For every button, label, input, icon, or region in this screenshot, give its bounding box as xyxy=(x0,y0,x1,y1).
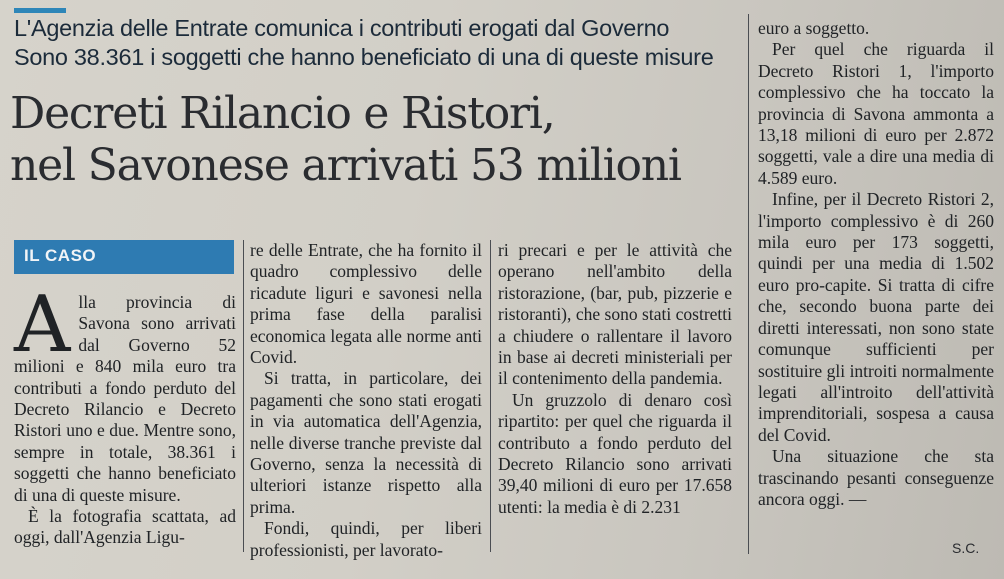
kicker-line-1: L'Agenzia delle Entrate comunica i contributi erogati dal Governo xyxy=(14,15,670,41)
article-column-4 xyxy=(758,18,994,510)
paragraph xyxy=(14,280,236,506)
article-column-1 xyxy=(14,280,236,549)
paragraph: Fondi, quindi, per liberi professionisti, per lavorato- xyxy=(250,518,482,560)
paragraph: euro a soggetto. xyxy=(758,18,870,38)
paragraph: Un gruzzolo di denaro così ripartito: per quel che riguarda il contributo a fondo perduto del Decreto Rilancio sono arrivati 39,40 milioni di euro per 17.658 utenti: la media è di 2.231 xyxy=(498,389,732,517)
paragraph: ri precari e per le attività che operano nell'ambito della ristorazione, (bar, pub, pizzerie e ristoranti), che sono stati costretti a chiudere o rallentare il lavoro in base ai decreti ministeriali per il contenimento della pandemia. xyxy=(498,240,732,389)
paragraph: Si tratta, in particolare, dei pagamenti che sono stati erogati in via automatica dell'Agenzia, nelle diverse tranche previste dal Governo, senza la necessità di ulteriori istanze rispetto alla prima. xyxy=(250,368,482,517)
article-column-2 xyxy=(250,240,482,561)
kicker-accent-bar xyxy=(14,8,66,13)
paragraph: Per quel che riguarda il Decreto Ristori 1, l'importo complessivo che ha toccato la provincia di Savona ammonta a 13,18 milioni di euro per 2.872 soggetti, vale a dire una media di 4.589 euro. xyxy=(758,39,994,188)
section-label: IL CASO xyxy=(24,246,97,265)
headline xyxy=(10,88,745,192)
paragraph: È la fotografia scattata, ad oggi, dall'Agenzia Ligu- xyxy=(14,506,236,548)
headline-line-2: nel Savonese arrivati 53 milioni xyxy=(10,140,681,191)
kicker xyxy=(14,14,734,72)
drop-cap: A xyxy=(14,280,71,370)
author-signature: S.C. xyxy=(952,540,980,556)
article-column-3 xyxy=(498,240,732,518)
column-rule xyxy=(490,240,491,552)
column-rule xyxy=(748,14,749,554)
column-rule xyxy=(243,240,244,552)
paragraph-text: lla provincia di Savona sono arrivati dal Governo 52 milioni e 840 mila euro tra contributi a fondo perduto del Decreto Rilancio e Decreto Ristori uno e due. Mentre sono, sempre in totale, 38.361 i soggetti che hanno beneficiato di una di queste misure. xyxy=(14,292,236,505)
paragraph: Una situazione che sta trascinando pesanti conseguenze ancora oggi. — xyxy=(758,446,994,509)
paragraph: re delle Entrate, che ha fornito il quadro complessivo delle ricadute liguri e savonesi nella prima fase della paralisi economica legata alle norme anti Covid. xyxy=(250,240,482,368)
headline-line-1: Decreti Rilancio e Ristori, xyxy=(10,88,555,139)
paragraph: Infine, per il Decreto Ristori 2, l'importo complessivo è di 260 mila euro per 173 soggetti, quindi per una media di 1.502 euro pro-capite. Si tratta di cifre che, secondo buona parte dei diretti interessati, non sono state comunque sufficienti per sostituire gli introiti normalmente legati all'introito dell'attività imprenditoriali, sospesa a causa del Covid. xyxy=(758,189,994,445)
kicker-line-2: Sono 38.361 i soggetti che hanno beneficiato di una di queste misure xyxy=(14,44,714,70)
section-label-box xyxy=(14,240,234,274)
